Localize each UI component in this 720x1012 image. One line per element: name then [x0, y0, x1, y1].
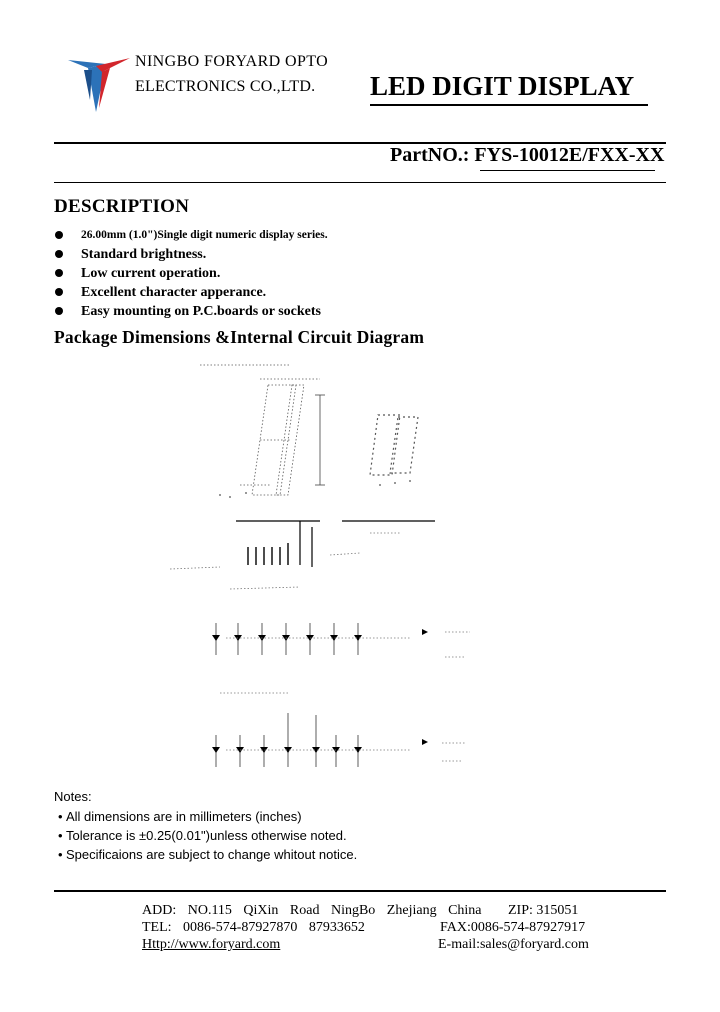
list-item: • Specificaions are subject to change whitout notice. [58, 847, 358, 862]
package-heading: Package Dimensions &Internal Circuit Diagram [54, 327, 425, 347]
bullet-icon [55, 307, 63, 315]
company-name-line1: NINGBO FORYARD OPTO [135, 53, 329, 70]
document-title: LED DIGIT DISPLAY [370, 71, 635, 101]
bullet-icon [55, 231, 63, 239]
list-item: • All dimensions are in millimeters (inches) [58, 809, 302, 824]
title-underline [370, 104, 648, 106]
list-item: Excellent character apperance. [54, 283, 328, 302]
part-number: PartNO.: FYS-10012E/FXX-XX [390, 144, 665, 166]
description-heading: DESCRIPTION [54, 196, 190, 217]
notes-list [58, 807, 357, 864]
list-item: Standard brightness. [54, 245, 328, 264]
notes-title: Notes: [54, 789, 92, 804]
bullet-icon [55, 288, 63, 296]
company-name-line2: ELECTRONICS CO.,LTD. [135, 78, 316, 95]
zip-text: ZIP: 315051 [508, 903, 579, 918]
list-item: Easy mounting on P.C.boards or sockets [54, 302, 328, 321]
section-rule [54, 182, 666, 183]
bullet-icon [55, 269, 63, 277]
list-item: • Tolerance is ±0.25(0.01")unless otherwise noted. [58, 828, 347, 843]
fax-text: FAX:0086-574-87927917 [440, 920, 586, 935]
list-item: Low current operation. [54, 264, 328, 283]
address-text: ADD: NO.115 QiXin Road NingBo Zhejiang China [142, 903, 482, 918]
footer-rule [54, 890, 666, 892]
bullet-icon [55, 250, 63, 258]
description-list [54, 226, 328, 321]
foryard-logo-icon [66, 56, 132, 116]
part-number-underline [480, 170, 655, 171]
telephone-text: TEL: 0086-574-87927870 87933652 [142, 920, 365, 935]
list-item: 26.00mm (1.0")Single digit numeric display series. [54, 226, 328, 245]
website-link[interactable]: Http://www.foryard.com [142, 937, 281, 952]
email-text: E-mail:sales@foryard.com [438, 937, 589, 952]
package-dimensions-drawing [160, 355, 490, 795]
